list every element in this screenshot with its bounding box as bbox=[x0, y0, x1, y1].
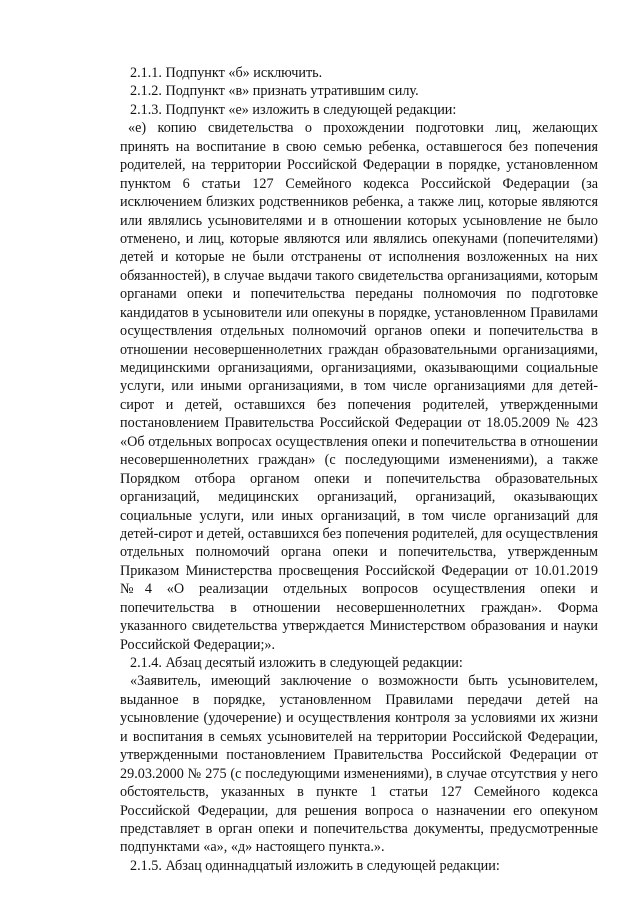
document-body bbox=[120, 64, 598, 875]
document-line: усыновление (удочерение) и осуществления контроля за условиями их жизни bbox=[120, 710, 598, 727]
document-line: или являлись усыновителями и в отношении которых усыновление не было bbox=[120, 212, 598, 229]
document-line: отдельных полномочий органа опеки и попечительства, утвержденным bbox=[120, 544, 598, 561]
document-line: Приказом Министерства просвещения Российской Федерации от 10.01.2019 bbox=[120, 562, 598, 579]
document-line: 2.1.1. Подпункт «б» исключить. bbox=[130, 65, 323, 81]
document-line: обязанностей), в случае выдачи такого свидетельства организациями, которым bbox=[120, 267, 598, 284]
document-line: №4 «О реализации отдельных вопросов осуществления опеки и bbox=[120, 581, 598, 598]
document-line: «е) копию свидетельства о прохождении подготовки лиц, желающих bbox=[128, 120, 598, 137]
document-line: «Заявитель, имеющий заключение о возможности быть усыновителем, bbox=[130, 673, 598, 690]
document-line: указанного свидетельства утверждается Министерством образования и науки bbox=[120, 618, 598, 635]
document-line: организаций, медицинских организаций, организаций, оказывающих bbox=[120, 489, 598, 506]
document-line: отменено, и лиц, которые являются или являлись опекунами (попечителями) bbox=[120, 230, 598, 247]
document-line: детей и которые не были отстранены от исполнения возложенных на них bbox=[120, 249, 598, 266]
document-line: представляет в орган опеки и попечительства документы, предусмотренные bbox=[120, 820, 598, 837]
document-line: 29.03.2000 № 275 (с последующими изменениями), в случае отсутствия у него bbox=[120, 765, 598, 782]
document-line: Порядком отбора органом опеки и попечительства образовательных bbox=[120, 470, 598, 487]
document-line: 2.1.5. Абзац одиннадцатый изложить в следующей редакции: bbox=[130, 857, 500, 874]
document-line: социальные услуги, или иных организаций, в том числе организаций для bbox=[120, 507, 598, 524]
document-line: сирот и детей, оставшихся без попечения родителей, утвержденными bbox=[120, 396, 598, 413]
document-line: обстоятельств, указанных в пункте 1 статьи 127 Семейного кодекса bbox=[120, 784, 598, 801]
document-line: и воспитания в семьях усыновителей на территории Российской Федерации, bbox=[120, 728, 598, 745]
document-line: принять на воспитание в свою семью ребенка, оставшегося без попечения bbox=[120, 138, 598, 155]
document-line: родителей, на территории Российской Федерации в порядке, установленном bbox=[120, 157, 598, 174]
document-line: осуществления отдельных полномочий органов опеки и попечительства в bbox=[120, 323, 598, 340]
document-line: исключением близких родственников ребенка, а также лиц, которые являются bbox=[120, 194, 598, 211]
document-line: выданное в порядке, установленном Правилами передачи детей на bbox=[120, 691, 598, 708]
document-line: утвержденными постановлением Правительства Российской Федерации от bbox=[120, 747, 598, 764]
document-line: Российской Федерации, для решения вопроса о назначении его опекуном bbox=[120, 802, 598, 819]
document-line: 2.1.4. Абзац десятый изложить в следующей редакции: bbox=[130, 655, 463, 671]
document-line: подпунктами «а», «д» настоящего пункта.». bbox=[120, 839, 385, 856]
document-line: кандидатов в усыновители или опекуны в порядке, установленном Правилами bbox=[120, 304, 598, 321]
document-line: отношении несовершеннолетних граждан образовательными организациями, bbox=[120, 341, 598, 358]
document-line: 2.1.3. Подпункт «е» изложить в следующей редакции: bbox=[130, 101, 457, 118]
document-line: услуги, или иными организациями, в том числе организациями для детей- bbox=[120, 378, 598, 395]
document-line: «Об отдельных вопросах осуществления опеки и попечительства в отношении bbox=[120, 433, 598, 450]
document-line: 2.1.2. Подпункт «в» признать утратившим силу. bbox=[130, 83, 419, 100]
document-line: органами опеки и попечительства переданы полномочия по подготовке bbox=[120, 286, 598, 303]
document-line: медицинскими организациями, организациями, оказывающими социальные bbox=[120, 360, 598, 376]
document-line: несовершеннолетних граждан» (с последующими изменениями), а также bbox=[120, 452, 598, 469]
document-line: Российской Федерации;». bbox=[120, 636, 276, 653]
document-line: пунктом 6 статьи 127 Семейного кодекса Российской Федерации (за bbox=[120, 175, 598, 192]
document-line: попечительства в отношении несовершеннолетних граждан». Форма bbox=[120, 599, 598, 616]
document-line: постановлением Правительства Российской Федерации от 18.05.2009 № 423 bbox=[120, 415, 598, 432]
document-line: детей-сирот и детей, оставшихся без попечения родителей, для осуществления bbox=[120, 525, 598, 542]
